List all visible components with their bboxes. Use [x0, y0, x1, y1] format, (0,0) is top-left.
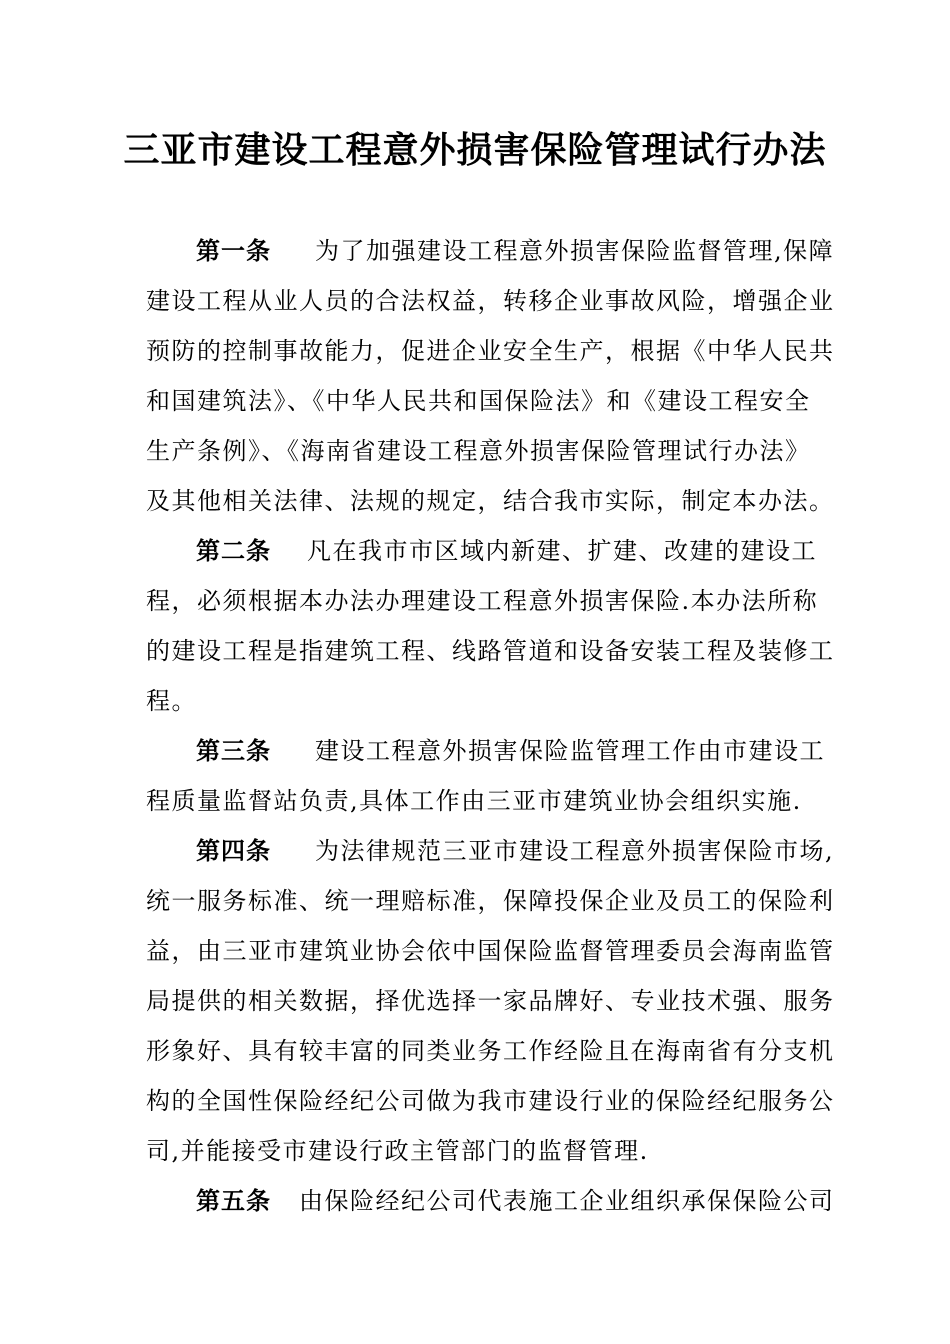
article-4-label: 第四条	[196, 836, 271, 865]
article-3-label: 第三条	[196, 736, 271, 765]
article-2-line: 程。	[146, 687, 197, 715]
article-1-line: 建设工程从业人员的合法权益，转移企业事故风险，增强企业	[146, 287, 835, 315]
article-1-first-line	[146, 226, 846, 276]
article-1-line: 和国建筑法》、《中华人民共和国保险法》和《建设工程安全	[146, 387, 811, 415]
article-4-line: 局提供的相关数据，择优选择一家品牌好、专业技术强、服务	[146, 987, 835, 1015]
article-5-first-line	[146, 1176, 846, 1226]
article-2-label: 第二条	[196, 536, 271, 565]
article-1-line: 预防的控制事故能力，促进企业安全生产，根据《中华人民共	[146, 337, 835, 365]
document-body	[146, 226, 846, 1226]
article-4-line: 构的全国性保险经纪公司做为我市建设行业的保险经纪服务公	[146, 1087, 835, 1115]
article-1-line: 生产条例》、《海南省建设工程意外损害保险管理试行办法》	[146, 437, 811, 465]
article-4-line: 形象好、具有较丰富的同类业务工作经险且在海南省有分支机	[146, 1037, 835, 1065]
article-5-text: 由保险经纪公司代表施工企业组织承保保险公司	[299, 1187, 835, 1215]
article-2-first-line	[146, 526, 846, 576]
article-4-first-line	[146, 826, 846, 876]
article-5-label: 第五条	[196, 1186, 271, 1215]
article-2-line: 程，必须根据本办法办理建设工程意外损害保险.本办法所称	[146, 587, 819, 615]
article-4-line: 司,并能接受市建设行政主管部门的监督管理.	[146, 1137, 649, 1165]
article-1-line: 及其他相关法律、法规的规定，结合我市实际，制定本办法。	[146, 487, 835, 515]
article-4-line: 统一服务标准、统一理赔标准，保障投保企业及员工的保险利	[146, 887, 835, 915]
article-2-text: 凡在我市市区域内新建、扩建、改建的建设工	[307, 537, 817, 565]
article-1-text: 为了加强建设工程意外损害保险监督管理,保障	[315, 237, 835, 265]
article-4-text: 为法律规范三亚市建设工程意外损害保险市场,	[315, 837, 835, 865]
article-1-label: 第一条	[196, 236, 271, 265]
document-title: 三亚市建设工程意外损害保险管理试行办法	[123, 129, 827, 171]
article-3-first-line	[146, 726, 846, 776]
article-3-text: 建设工程意外损害保险监管理工作由市建设工	[315, 737, 825, 765]
article-3-line: 程质量监督站负责,具体工作由三亚市建筑业协会组织实施.	[146, 787, 802, 815]
article-4-line: 益，由三亚市建筑业协会依中国保险监督管理委员会海南监管	[146, 937, 835, 965]
article-2-line: 的建设工程是指建筑工程、线路管道和设备安装工程及装修工	[146, 637, 835, 665]
